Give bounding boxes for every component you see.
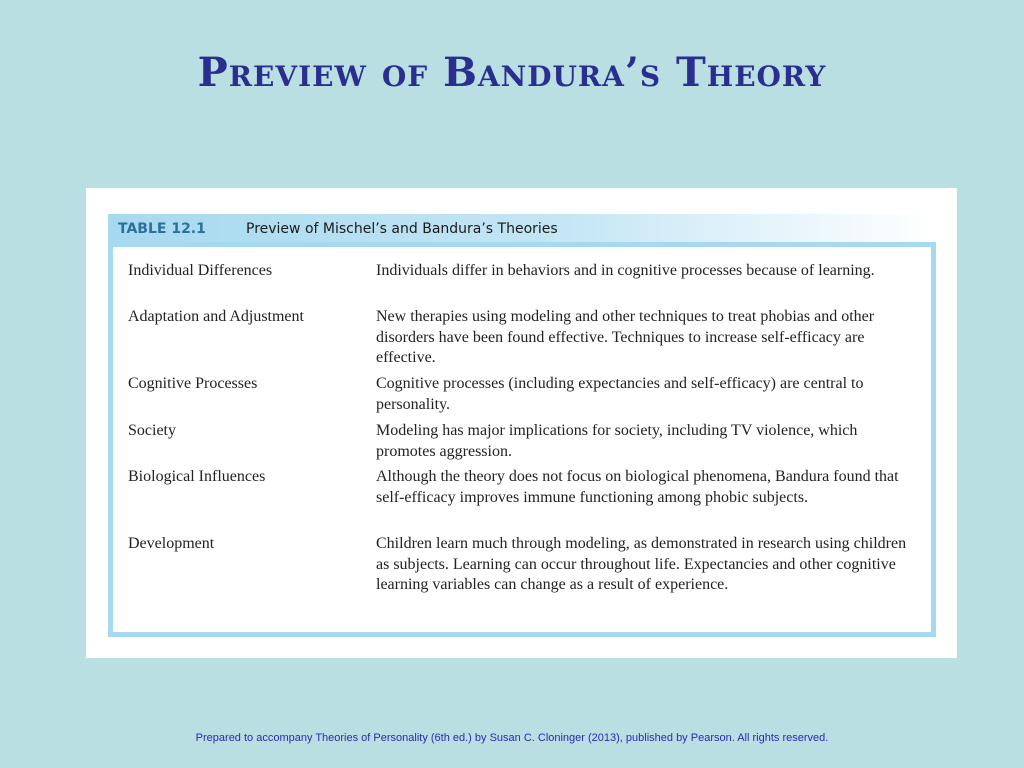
row-description: Children learn much through modeling, as demonstrated in research using children as subjects. Learning can occur throughout life. Expectancies and other cognitive learning variables can change as a result of experience. (376, 535, 907, 593)
row-term: Adaptation and Adjustment (128, 308, 304, 325)
row-description: Modeling has major implications for society, including TV violence, which promotes aggression. (376, 422, 858, 460)
row-description: Cognitive processes (including expectancies and self-efficacy) are central to personality. (376, 375, 864, 413)
row-term: Cognitive Processes (128, 375, 258, 392)
row-term: Individual Differences (128, 262, 273, 279)
row-term: Biological Influences (128, 468, 266, 485)
row-description: New therapies using modeling and other techniques to treat phobias and other disorders have been found effective. Techniques to increase self-efficacy are effective. (376, 308, 875, 366)
row-term: Society (128, 422, 176, 439)
table-caption: Preview of Mischel’s and Bandura’s Theories (246, 221, 558, 237)
row-description: Individuals differ in behaviors and in cognitive processes because of learning. (376, 262, 875, 279)
copyright-footer: Prepared to accompany Theories of Personality (6th ed.) by Susan C. Cloninger (2013), published by Pearson. All rights reserved. (195, 732, 829, 744)
slide-title: Preview of Bandura’s Theory (197, 49, 827, 96)
row-description: Although the theory does not focus on biological phenomena, Bandura found that self-efficacy improves immune functioning among phobic subjects. (376, 468, 899, 506)
table-header (108, 214, 935, 244)
table-number-label: TABLE 12.1 (118, 221, 206, 237)
table-body (108, 242, 936, 637)
row-term: Development (128, 535, 215, 552)
table-panel (86, 188, 957, 658)
